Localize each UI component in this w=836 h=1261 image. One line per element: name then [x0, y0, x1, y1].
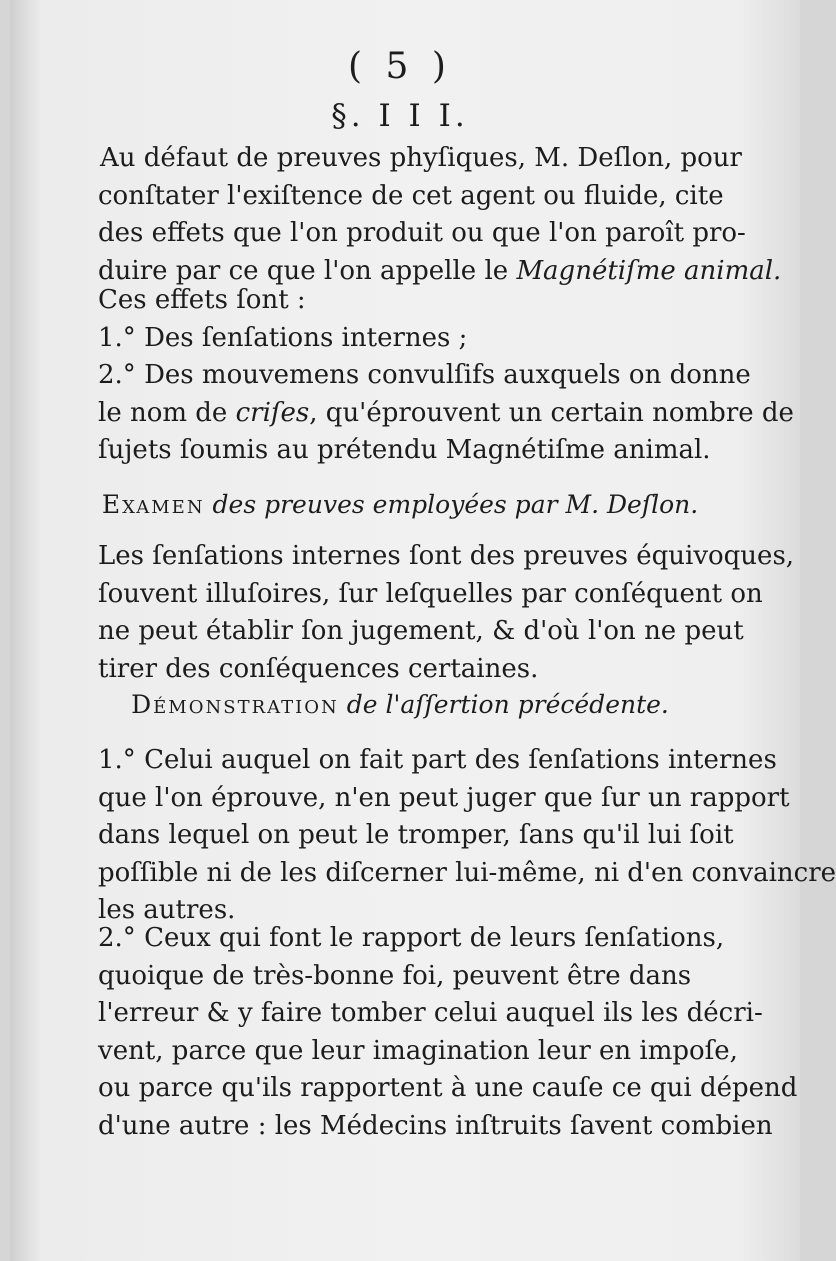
point-2-line-5: ou parce qu'ils rapportent à une cauſe ce qui dépend — [98, 1073, 798, 1103]
effect-2-line-1: 2.° Des mouvemens convulſifs auxquels on donne — [98, 360, 751, 390]
effects-list — [98, 282, 794, 470]
effect-2-line-2 — [98, 395, 794, 433]
point-2-line-4: vent, parce que leur imagination leur en impoſe, — [98, 1035, 738, 1066]
effect-2-line-2-b: , qu'éprouvent un certain nombre de — [309, 397, 794, 428]
effect-1: 1.° Des ſenſations internes ; — [98, 322, 468, 353]
point-2-line-6: d'une autre : les Médecins inſtruits ſavent combien — [98, 1110, 773, 1141]
heading-examen — [0, 490, 800, 519]
paragraph-2 — [98, 538, 795, 688]
heading-examen-rest: des preuves employées par M. Deſlon. — [204, 490, 699, 519]
point-2-line-3: l'erreur & y faire tomber celui auquel ils les décri- — [98, 998, 763, 1028]
crises-italic: criſes — [235, 397, 310, 428]
paragraph-1-line-3: des effets que l'on produit ou que l'on paroît pro- — [98, 218, 746, 248]
paragraph-2-line-2: ſouvent illuſoires, ſur leſquelles par conſéquent on — [98, 578, 763, 609]
point-1 — [98, 742, 836, 930]
effect-2-line-3: ſujets ſoumis au prétendu Magnétiſme animal. — [98, 435, 711, 465]
section-title: §. I I I. — [331, 98, 469, 134]
point-1-line-4: poſſible ni de les diſcerner lui-même, ni d'en convaincre — [98, 857, 836, 888]
heading-demonstration — [0, 690, 800, 719]
point-1-line-5: les autres. — [98, 895, 236, 925]
paragraph-2-line-4: tirer des conſéquences certaines. — [98, 653, 539, 684]
paragraph-2-line-1: Les ſenſations internes ſont des preuves équivoques, — [98, 541, 795, 571]
heading-examen-caps: Examen — [101, 490, 205, 519]
heading-demonstration-caps: Démonstration — [131, 690, 339, 719]
paragraph-2-line-3: ne peut établir ſon jugement, & d'où l'on ne peut — [98, 616, 744, 646]
point-1-line-3: dans lequel on peut le tromper, ſans qu'il lui ſoit — [98, 820, 734, 850]
point-1-line-2: que l'on éprouve, n'en peut juger que ſur un rapport — [98, 782, 790, 813]
effects-intro: Ces effets ſont : — [98, 285, 306, 315]
point-2-line-2: quoique de très-bonne foi, peuvent être dans — [98, 960, 692, 991]
page-number: ( 5 ) — [348, 46, 452, 87]
point-2-line-1: 2.° Ceux qui font le rapport de leurs ſenſations, — [98, 923, 725, 953]
paragraph-1-line-2: conſtater l'exiſtence de cet agent ou fluide, cite — [98, 180, 724, 211]
paragraph-1-line-4-text: duire par ce que l'on appelle le — [98, 255, 517, 286]
effect-2-line-2-a: le nom de — [98, 397, 236, 428]
magnetisme-animal-italic: Magnétiſme animal. — [516, 255, 782, 286]
paragraph-1 — [98, 140, 782, 290]
point-2 — [98, 920, 798, 1145]
point-1-line-1: 1.° Celui auquel on fait part des ſenſations internes — [98, 745, 777, 775]
heading-demonstration-rest: de l'aſſertion précédente. — [338, 690, 669, 719]
paragraph-1-line-1: Au défaut de preuves phyſiques, M. Deſlon, pour — [100, 143, 742, 173]
